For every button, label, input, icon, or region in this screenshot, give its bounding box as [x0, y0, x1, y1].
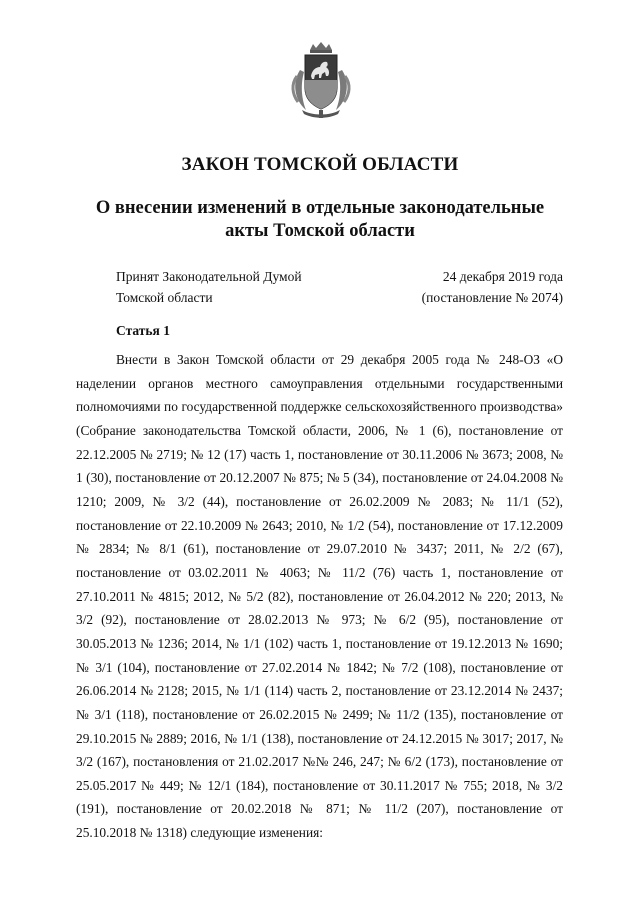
article-heading: Статья 1 — [116, 323, 170, 338]
adoption-row-1 — [116, 266, 563, 287]
adoption-date: 24 декабря 2019 года — [442, 269, 563, 284]
subtitle-line-1: О внесении изменений в отдельные законодательные — [95, 198, 545, 218]
adoption-info — [116, 266, 563, 308]
adopted-by-line-2: Томской области — [116, 290, 213, 305]
adoption-row-2 — [116, 287, 563, 308]
adopted-by-line-1: Принят Законодательной Думой — [116, 269, 302, 284]
article-body-text: Внести в Закон Томской области от 29 декабря 2005 года № 248-ОЗ «О наделении органов местного самоуправления отдельными государственными полномочиями по государственной поддержке сельскохозяйственного производства» (Собрание законодательства Томской области, 2006, № 1 (6), постановление от 22.12.2005 № 2719; № 12 (17) часть 1, постановление от 30.11.2006 № 3673; 2008, № 1 (30), постановление от 20.12.2007 № 875; № 5 (34), постановление от 24.04.2008 № 1210; 2009, № 3/2 (44), постановление от 26.02.2009 № 2083; № 11/1 (52), постановление от 22.10.2009 № 2643; 2010, № 1/2 (54), постановление от 17.12.2009 № 2834; № 8/1 (61), постановление от 29.07.2010 № 3437; 2011, № 2/2 (67), постановление от 03.02.2011 № 4063; № 11/2 (76) часть 1, постановление от 27.10.2011 № 4815; 2012, № 5/2 (82), постановление от 26.04.2012 № 220; 2013, № 3/2 (92), постановление от 28.02.2013 № 973; № 6/2 (95), постановление от 30.05.2013 № 1236; 2014, № 1/1 (102) часть 1, постановление от 19.12.2013 № 1690; № 3/1 (104), постановление от 27.02.2014 № 1842; № 7/2 (108), постановление от 26.06.2014 № 2128; 2015, № 1/1 (114) часть 2, постановление от 23.12.2014 № 2437; № 3/1 (118), постановление от 26.02.2015 № 2499; № 11/2 (135), постановление от 29.10.2015 № 2889; 2016, № 1/1 (138), постановление от 24.12.2015 № 3017; 2017, № 3/2 (167), постановления от 21.02.2017 №№ 246, 247; № 6/2 (173), постановление от 25.05.2017 № 449; № 12/1 (184), постановление от 30.11.2017 № 755; 2018, № 3/2 (191), постановление от 20.02.2018 № 871; № 11/2 (207), постановление от 25.10.2018 № 1318) следующие изменения: — [76, 352, 563, 841]
document-title: ЗАКОН ТОМСКОЙ ОБЛАСТИ — [181, 154, 459, 175]
subtitle-line-2: акты Томской области — [225, 221, 415, 241]
document-subtitle — [60, 197, 580, 243]
tomsk-oblast-coat-of-arms-icon — [288, 40, 354, 120]
resolution-number: (постановление № 2074) — [421, 290, 563, 305]
